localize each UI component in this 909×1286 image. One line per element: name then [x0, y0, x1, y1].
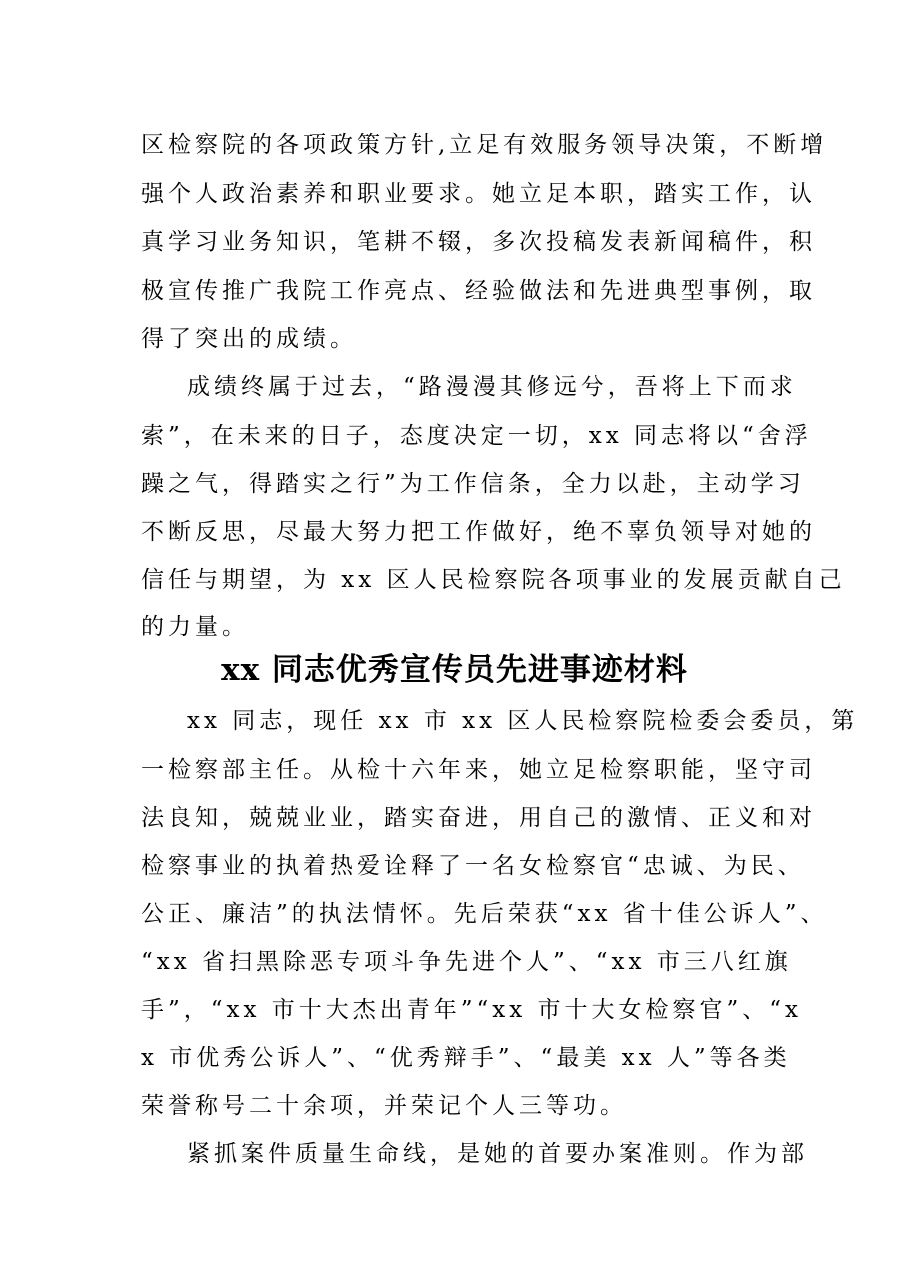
paragraph-line: 公正、廉洁”的执法情怀。先后荣获“xx 省十佳公诉人”、 — [141, 901, 828, 927]
paragraph-line: 成绩终属于过去，“路漫漫其修远兮，吾将上下而求 — [187, 374, 797, 400]
paragraph-line: 真学习业务知识，笔耕不辍，多次投稿发表新闻稿件，积 — [141, 229, 816, 255]
paragraph-line: 不断反思，尽最大努力把工作做好，绝不辜负领导对她的 — [141, 519, 816, 545]
paragraph-line: 的力量。 — [141, 614, 249, 640]
paragraph-line: 紧抓案件质量生命线，是她的首要办案准则。作为部 — [187, 1141, 808, 1167]
paragraph-line: 荣誉称号二十余项，并荣记个人三等功。 — [141, 1093, 627, 1119]
paragraph-line: 索”，在未来的日子，态度决定一切，xx 同志将以“舍浮 — [141, 423, 812, 449]
paragraph-line: 强个人政治素养和职业要求。她立足本职，踏实工作，认 — [141, 181, 816, 207]
paragraph-line: 检察事业的执着热爱诠释了一名女检察官“忠诚、为民、 — [141, 853, 805, 879]
paragraph-line: 手”，“xx 市十大杰出青年”“xx 市十大女检察官”、“x — [141, 997, 803, 1023]
paragraph-line: “xx 省扫黑除恶专项斗争先进个人”、“xx 市三八红旗 — [141, 949, 792, 975]
paragraph-line: x 市优秀公诉人”、“优秀辩手”、“最美 xx 人”等各类 — [141, 1045, 791, 1071]
paragraph-line: 信任与期望，为 xx 区人民检察院各项事业的发展贡献自己 — [141, 567, 846, 593]
paragraph-line: 一检察部主任。从检十六年来，她立足检察职能，坚守司 — [141, 757, 816, 783]
document-title: xx 同志优秀宣传员先进事迹材料 — [221, 652, 688, 688]
paragraph-line: 法良知，兢兢业业，踏实奋进，用自己的激情、正义和对 — [141, 805, 816, 831]
paragraph-line: 躁之气，得踏实之行”为工作信条，全力以赴，主动学习 — [141, 471, 805, 497]
paragraph-line: 得了突出的成绩。 — [141, 326, 357, 352]
paragraph-line: 极宣传推广我院工作亮点、经验做法和先进典型事例，取 — [141, 278, 816, 304]
paragraph-line: xx 同志，现任 xx 市 xx 区人民检察院检委会委员，第 — [187, 708, 859, 734]
paragraph-line: 区检察院的各项政策方针,立足有效服务领导决策，不断增 — [141, 132, 828, 158]
